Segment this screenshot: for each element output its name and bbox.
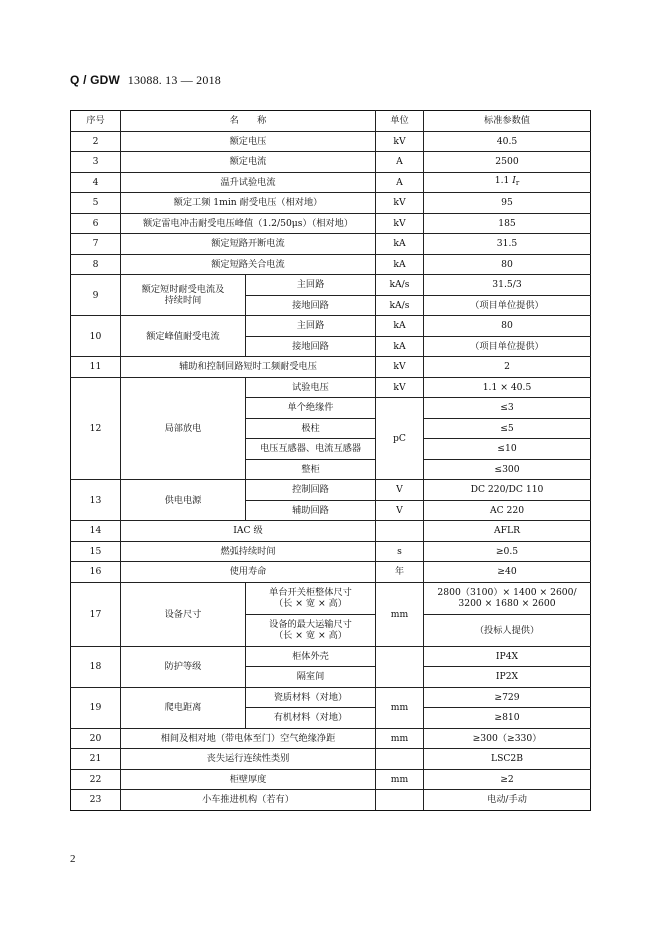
- row-seq: 19: [71, 687, 121, 728]
- row-unit: kV: [376, 193, 424, 214]
- row-name: 设备尺寸: [121, 582, 246, 646]
- row-value: AFLR: [424, 521, 591, 542]
- table-row: [71, 480, 591, 501]
- row-name: 额定峰值耐受电流: [121, 316, 246, 357]
- row-unit: A: [376, 152, 424, 173]
- sub-line-1: 单台开关柜整体尺寸: [269, 587, 352, 598]
- row-subname: 控制回路: [246, 480, 376, 501]
- row-value: LSC2B: [424, 749, 591, 770]
- row-seq: 20: [71, 728, 121, 749]
- row-name: 额定电流: [121, 152, 376, 173]
- table-row: [71, 193, 591, 214]
- row-name: 辅助和控制回路短时工频耐受电压: [121, 357, 376, 378]
- row-value: ≤5: [424, 418, 591, 439]
- value-line-2: 3200 × 1680 × 2600: [458, 598, 556, 609]
- table-row: [71, 687, 591, 708]
- row-name: 额定工频 1min 耐受电压（相对地）: [121, 193, 376, 214]
- sub-line-2: （长 × 宽 × 高）: [273, 598, 347, 609]
- sub-line-1: 设备的最大运输尺寸: [269, 619, 352, 630]
- row-value: （项目单位提供）: [424, 336, 591, 357]
- row-subname: 整柜: [246, 459, 376, 480]
- row-unit: V: [376, 500, 424, 521]
- row-seq: 12: [71, 377, 121, 480]
- row-seq: 15: [71, 541, 121, 562]
- value-line-1: 2800（3100）× 1400 × 2600/: [437, 587, 577, 598]
- row-value: ≤10: [424, 439, 591, 460]
- row-value: ≥2: [424, 769, 591, 790]
- table-row: [71, 582, 591, 614]
- table-row: [71, 357, 591, 378]
- row-unit: [376, 790, 424, 811]
- table-row: [71, 790, 591, 811]
- row-seq: 7: [71, 234, 121, 255]
- row-seq: 21: [71, 749, 121, 770]
- row-value: 40.5: [424, 131, 591, 152]
- row-subname: 隔室间: [246, 667, 376, 688]
- table-header-row: [71, 111, 591, 132]
- row-value: 2500: [424, 152, 591, 173]
- table-row: [71, 728, 591, 749]
- table-row: [71, 172, 591, 193]
- row-name: 额定短路开断电流: [121, 234, 376, 255]
- table-row: [71, 769, 591, 790]
- table-row: [71, 316, 591, 337]
- row-name: 柜壁厚度: [121, 769, 376, 790]
- row-value: （项目单位提供）: [424, 295, 591, 316]
- row-unit: mm: [376, 687, 424, 728]
- row-name: 爬电距离: [121, 687, 246, 728]
- name-line-2: 持续时间: [164, 295, 202, 306]
- row-unit: kV: [376, 213, 424, 234]
- row-seq: 23: [71, 790, 121, 811]
- row-value: IP2X: [424, 667, 591, 688]
- row-unit: [376, 521, 424, 542]
- row-subname: [246, 582, 376, 614]
- row-value: 31.5/3: [424, 275, 591, 296]
- row-subname: 瓷质材料（对地）: [246, 687, 376, 708]
- row-value: 80: [424, 316, 591, 337]
- row-seq: 13: [71, 480, 121, 521]
- row-name: 额定雷电冲击耐受电压峰值（1.2/50μs）（相对地）: [121, 213, 376, 234]
- row-unit: mm: [376, 582, 424, 646]
- table-row: [71, 254, 591, 275]
- row-seq: 8: [71, 254, 121, 275]
- row-value: 95: [424, 193, 591, 214]
- row-seq: 16: [71, 562, 121, 583]
- value-variable: I: [512, 175, 516, 187]
- row-value: [424, 582, 591, 614]
- row-subname: 主回路: [246, 316, 376, 337]
- row-name: 额定短路关合电流: [121, 254, 376, 275]
- row-seq: 14: [71, 521, 121, 542]
- table-row: [71, 234, 591, 255]
- header-value: 标准参数值: [424, 111, 591, 132]
- row-unit: [376, 646, 424, 687]
- table-row: [71, 213, 591, 234]
- row-unit: pC: [376, 398, 424, 480]
- row-name: 额定电压: [121, 131, 376, 152]
- row-seq: 6: [71, 213, 121, 234]
- row-unit: kA: [376, 336, 424, 357]
- row-value: ≥729: [424, 687, 591, 708]
- row-name: 小车推进机构（若有）: [121, 790, 376, 811]
- row-value: 185: [424, 213, 591, 234]
- row-unit: kA/s: [376, 295, 424, 316]
- row-seq: 5: [71, 193, 121, 214]
- row-subname: 接地回路: [246, 336, 376, 357]
- page-number: 2: [70, 853, 76, 865]
- row-unit: s: [376, 541, 424, 562]
- row-value: 1.1 × 40.5: [424, 377, 591, 398]
- row-unit: kV: [376, 377, 424, 398]
- row-unit: mm: [376, 728, 424, 749]
- row-name: IAC 级: [121, 521, 376, 542]
- row-subname: 试验电压: [246, 377, 376, 398]
- row-seq: 4: [71, 172, 121, 193]
- row-name: 温升试验电流: [121, 172, 376, 193]
- parameter-table: [70, 110, 591, 811]
- row-name: 丧失运行连续性类别: [121, 749, 376, 770]
- header-name: 名 称: [121, 111, 376, 132]
- row-value: 2: [424, 357, 591, 378]
- row-seq: 11: [71, 357, 121, 378]
- row-unit: mm: [376, 769, 424, 790]
- row-unit: 年: [376, 562, 424, 583]
- row-value: ≥810: [424, 708, 591, 729]
- row-name: 使用寿命: [121, 562, 376, 583]
- table-row: [71, 377, 591, 398]
- table-row: [71, 131, 591, 152]
- row-name: [121, 275, 246, 316]
- standard-code: Q / GDW: [70, 73, 121, 87]
- row-value: ≤300: [424, 459, 591, 480]
- row-value: 80: [424, 254, 591, 275]
- row-unit: kA: [376, 316, 424, 337]
- row-unit: kV: [376, 131, 424, 152]
- table-row: [71, 541, 591, 562]
- row-unit: kV: [376, 357, 424, 378]
- row-unit: kA: [376, 234, 424, 255]
- table-row: [71, 275, 591, 296]
- row-name: 供电电源: [121, 480, 246, 521]
- row-value: ≤3: [424, 398, 591, 419]
- row-subname: 主回路: [246, 275, 376, 296]
- row-unit: V: [376, 480, 424, 501]
- table-row: [71, 521, 591, 542]
- row-value: ≥0.5: [424, 541, 591, 562]
- row-subname: 接地回路: [246, 295, 376, 316]
- row-unit: kA/s: [376, 275, 424, 296]
- row-subname: 有机材料（对地）: [246, 708, 376, 729]
- row-unit: A: [376, 172, 424, 193]
- row-unit: kA: [376, 254, 424, 275]
- row-name: 相间及相对地（带电体至门）空气绝缘净距: [121, 728, 376, 749]
- row-value: （投标人提供）: [424, 614, 591, 646]
- sub-line-2: （长 × 宽 × 高）: [273, 630, 347, 641]
- row-name: 局部放电: [121, 377, 246, 480]
- row-seq: 2: [71, 131, 121, 152]
- row-name: 防护等级: [121, 646, 246, 687]
- header-unit: 单位: [376, 111, 424, 132]
- table-row: [71, 749, 591, 770]
- document-header: [70, 73, 221, 88]
- row-value: [424, 172, 591, 193]
- name-line-1: 额定短时耐受电流及: [141, 284, 225, 295]
- row-value: 31.5: [424, 234, 591, 255]
- row-subname: 单个绝缘件: [246, 398, 376, 419]
- value-subscript: r: [515, 179, 520, 188]
- row-value: ≥40: [424, 562, 591, 583]
- row-value: IP4X: [424, 646, 591, 667]
- table-row: [71, 152, 591, 173]
- row-value: DC 220/DC 110: [424, 480, 591, 501]
- value-prefix: 1.1: [494, 175, 513, 187]
- row-seq: 10: [71, 316, 121, 357]
- row-subname: [246, 614, 376, 646]
- row-seq: 9: [71, 275, 121, 316]
- row-seq: 22: [71, 769, 121, 790]
- row-seq: 17: [71, 582, 121, 646]
- row-subname: 柜体外壳: [246, 646, 376, 667]
- header-seq: 序号: [71, 111, 121, 132]
- row-subname: 辅助回路: [246, 500, 376, 521]
- standard-number: 13088. 13 — 2018: [127, 73, 221, 87]
- row-value: ≥300（≥330）: [424, 728, 591, 749]
- row-unit: [376, 749, 424, 770]
- row-subname: 极柱: [246, 418, 376, 439]
- row-name: 燃弧持续时间: [121, 541, 376, 562]
- row-value: AC 220: [424, 500, 591, 521]
- row-subname: 电压互感器、电流互感器: [246, 439, 376, 460]
- table-row: [71, 646, 591, 667]
- row-seq: 18: [71, 646, 121, 687]
- table-row: [71, 562, 591, 583]
- row-value: 电动/手动: [424, 790, 591, 811]
- row-seq: 3: [71, 152, 121, 173]
